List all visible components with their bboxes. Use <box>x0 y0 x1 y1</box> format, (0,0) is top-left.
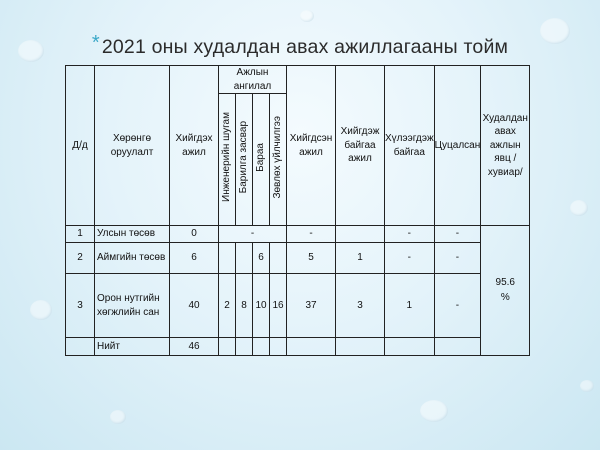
droplet <box>420 400 448 422</box>
droplet <box>580 380 594 392</box>
droplet <box>110 410 126 424</box>
total-planned: 46 <box>170 338 219 356</box>
row-3-cancelled: - <box>434 274 481 338</box>
row-2-dd: 2 <box>66 243 95 274</box>
row-1-name: Улсын төсөв <box>95 226 170 243</box>
row-3-repair: 8 <box>236 274 253 338</box>
row-3-not-done: 3 <box>336 274 385 338</box>
performance-value-text: 95.6 % <box>495 277 515 303</box>
header-repair <box>236 94 253 226</box>
total-empty <box>270 338 287 356</box>
total-empty <box>253 338 270 356</box>
header-cancelled: Цуцалсан <box>434 66 481 226</box>
header-repair-label: Барилга засвар <box>238 121 250 194</box>
row-3-planned: 40 <box>170 274 219 338</box>
row-2-name: Аймгийн төсөв <box>95 243 170 274</box>
header-project: Хөрөнгө оруулалт <box>95 66 170 226</box>
header-performance: Худалдан авах ажлын явц /хувиар/ <box>481 66 530 226</box>
total-empty <box>385 338 435 356</box>
row-1-dd: 1 <box>66 226 95 243</box>
row-3-contract: 1 <box>385 274 435 338</box>
title-text: 2021 оны худалдан авах ажиллагааны тойм <box>101 36 509 58</box>
header-consulting-label: Зөвлөх үйлчилгээ <box>272 115 284 199</box>
total-dd <box>66 338 95 356</box>
header-dd: Д/д <box>66 66 95 226</box>
row-1-classification: - <box>219 226 287 243</box>
row-3-done: 37 <box>287 274 336 338</box>
droplet <box>30 300 52 320</box>
row-3-dd: 3 <box>66 274 95 338</box>
total-empty <box>434 338 481 356</box>
row-2-planned: 6 <box>170 243 219 274</box>
row-1-cancelled: - <box>434 226 481 243</box>
slide-title <box>0 32 600 59</box>
performance-value <box>481 226 530 356</box>
header-planned: Хийгдэх ажил <box>170 66 219 226</box>
droplet <box>300 10 314 22</box>
header-engineering-label: Инженерийн шугам <box>221 112 233 203</box>
total-empty <box>336 338 385 356</box>
bullet-star: * <box>91 32 100 54</box>
header-goods-label: Бараа <box>255 142 267 172</box>
total-empty <box>219 338 236 356</box>
header-contract: Хүлээгдэж байгаа <box>385 66 435 226</box>
row-1-planned: 0 <box>170 226 219 243</box>
droplet <box>570 200 588 216</box>
row-2-cancelled: - <box>434 243 481 274</box>
header-done: Хийгдсэн ажил <box>287 66 336 226</box>
header-engineering <box>219 94 236 226</box>
row-2-not-done: 1 <box>336 243 385 274</box>
row-1-done: - <box>287 226 336 243</box>
total-label: Нийт <box>95 338 170 356</box>
row-2-goods: 6 <box>253 243 270 274</box>
row-3-engineering: 2 <box>219 274 236 338</box>
header-not-done: Хийгдэж байгаа ажил <box>336 66 385 226</box>
row-3-name: Орон нутгийн хөгжлийн сан <box>95 274 170 338</box>
row-2-repair <box>236 243 253 274</box>
row-2-contract: - <box>385 243 435 274</box>
total-empty <box>287 338 336 356</box>
row-3-goods: 10 <box>253 274 270 338</box>
row-2-done: 5 <box>287 243 336 274</box>
header-classification: Ажлын ангилал <box>219 66 287 94</box>
row-1-not-done <box>336 226 385 243</box>
row-3-consulting: 16 <box>270 274 287 338</box>
procurement-table <box>65 65 530 356</box>
row-2-engineering <box>219 243 236 274</box>
row-1-contract: - <box>385 226 435 243</box>
total-empty <box>236 338 253 356</box>
header-consulting <box>270 94 287 226</box>
header-goods <box>253 94 270 226</box>
row-2-consulting <box>270 243 287 274</box>
